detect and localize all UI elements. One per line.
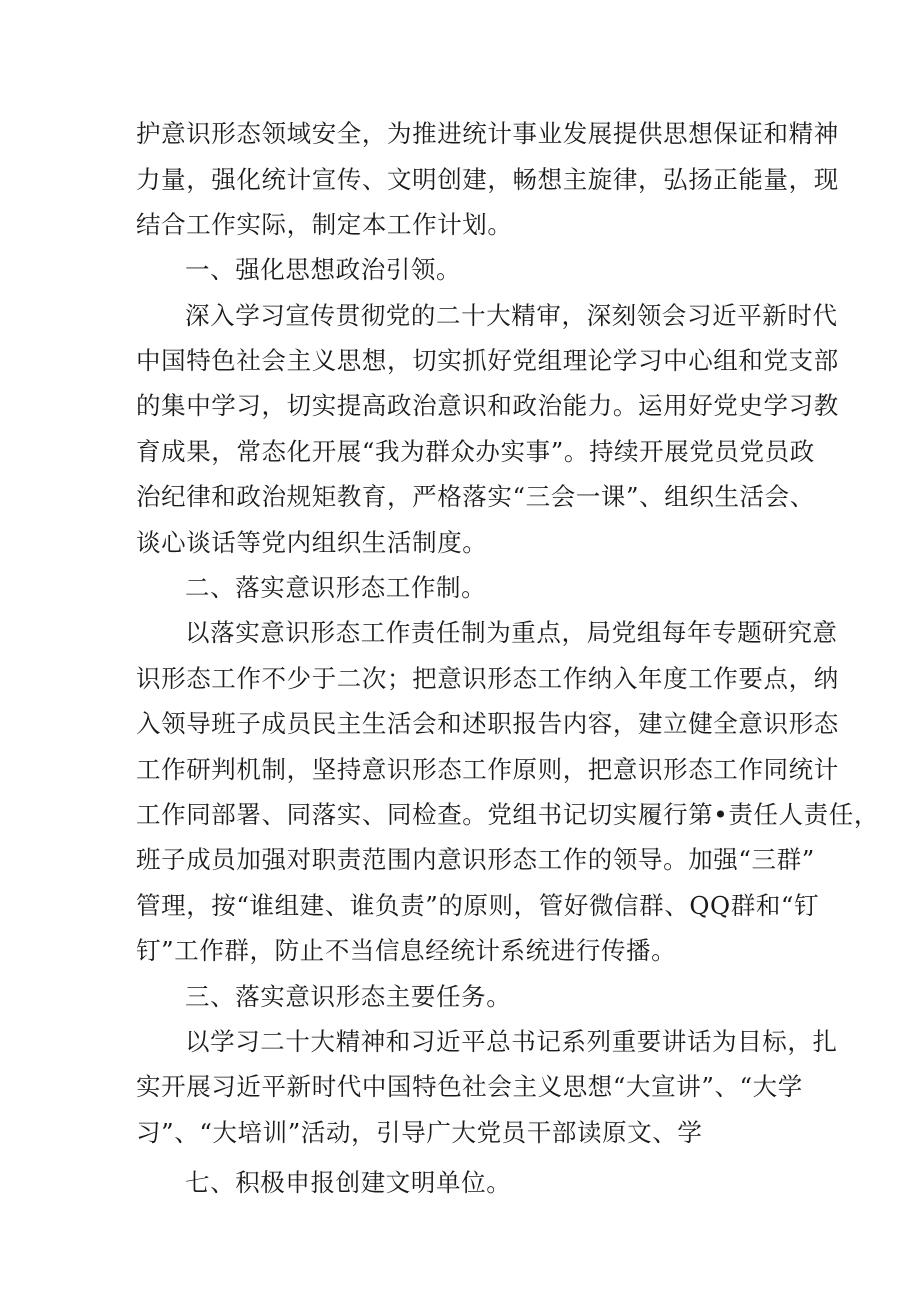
body-line: 护意识形态领域安全，为推进统计事业发展提供思想保证和精神 (136, 119, 839, 148)
body-line: 力量，强化统计宣传、文明创建，畅想主旋律，弘扬正能量，现 (136, 165, 839, 194)
body-line: 工作同部署、同落实、同检查。党组书记切实履行第•责任人责任， (136, 800, 879, 829)
section-heading: 三、落实意识形态主要任务。 (185, 982, 512, 1011)
body-line: 习”、“大培训”活动，引导广大党员干部读原文、学 (136, 1118, 703, 1147)
body-line: 钉”工作群，防止不当信息经统计系统进行传播。 (136, 936, 677, 965)
body-line: 的集中学习，切实提高政治意识和政治能力。运用好党史学习教 (136, 391, 839, 420)
body-line: 育成果，常态化开展“我为群众办实事”。持续开展党员党员政 (136, 437, 815, 466)
body-line: 班子成员加强对职责范围内意识形态工作的领导。加强“三群” (136, 845, 815, 874)
body-line: 入领导班子成员民主生活会和述职报告内容，建立健全意识形态 (136, 709, 839, 738)
paragraph-first-line: 深入学习宣传贯彻党的二十大精审，深刻领会习近平新时代 (185, 301, 838, 330)
section-heading: 二、落实意识形态工作制。 (185, 573, 487, 602)
body-line: 识形态工作不少于二次；把意识形态工作纳入年度工作要点，纳 (136, 664, 839, 693)
section-heading: 一、强化思想政治引领。 (185, 255, 462, 284)
section-heading: 七、积极申报创建文明单位。 (185, 1168, 512, 1197)
body-line: 中国特色社会主义思想，切实抓好党组理论学习中心组和党支部 (136, 346, 839, 375)
body-line: 谈心谈话等党内组织生活制度。 (136, 528, 488, 557)
paragraph-first-line: 以学习二十大精神和习近平总书记系列重要讲话为目标，扎 (185, 1027, 838, 1056)
body-line: 结合工作实际，制定本工作计划。 (136, 210, 513, 239)
body-line: 管理，按“谁组建、谁负责”的原则，管好微信群、QQ群和“钉 (136, 891, 820, 920)
body-line: 工作研判机制，坚持意识形态工作原则，把意识形态工作同统计 (136, 755, 839, 784)
body-line: 实开展习近平新时代中国特色社会主义思想“大宣讲”、“大学 (136, 1072, 803, 1101)
body-line: 治纪律和政治规矩教育，严格落实“三会一课”、组织生活会、 (136, 482, 815, 511)
paragraph-first-line: 以落实意识形态工作责任制为重点，局党组每年专题研究意 (185, 618, 838, 647)
